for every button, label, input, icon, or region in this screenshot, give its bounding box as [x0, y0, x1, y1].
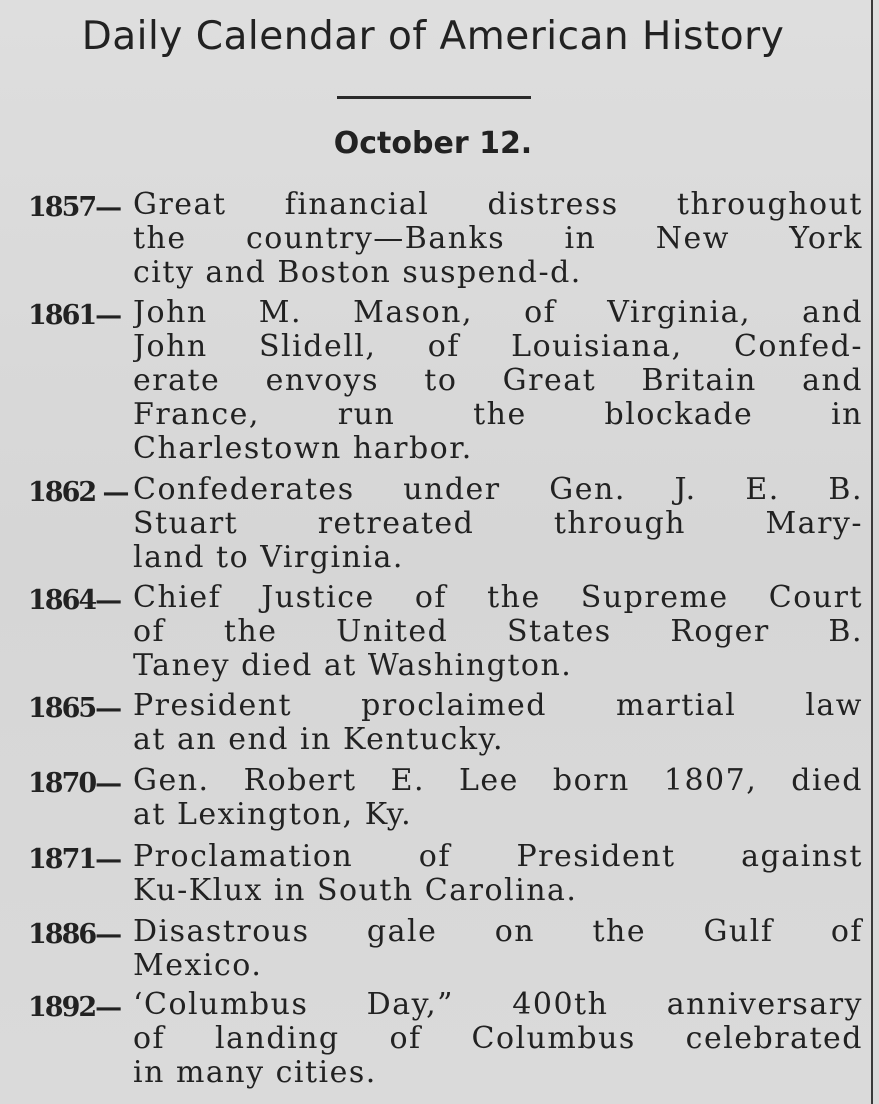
entry-text-line: erate envoys to Great Britain and: [133, 364, 863, 398]
entry-text-line: Proclamation of President against: [133, 840, 863, 874]
entry-text-line: Ku-Klux in South Carolina.: [133, 874, 578, 908]
entry-text-line: Mexico.: [133, 949, 263, 983]
entry-text-line: Confederates under Gen. J. E. B.: [133, 473, 863, 507]
entry-year: 1892—: [28, 992, 121, 1023]
entry-text-line: Great financial distress throughout: [133, 188, 863, 222]
entry-text-line: at Lexington, Ky.: [133, 798, 413, 832]
entry-text-line: city and Boston suspend‐d.: [133, 256, 582, 290]
entry-year: 1871—: [28, 844, 121, 875]
column-rule: [871, 0, 873, 1104]
entry-text-line: John Slidell, of Louisiana, Confed-: [133, 330, 863, 364]
entry-text-line: Disastrous gale on the Gulf of: [133, 915, 863, 949]
entry-year: 1861—: [28, 300, 121, 331]
entry-year: 1864—: [28, 585, 121, 616]
entry-text-line: President proclaimed martial law: [133, 689, 863, 723]
entry-text-line: Taney died at Washington.: [133, 649, 573, 683]
entry-year: 1886—: [28, 919, 121, 950]
entry-text-line: ‘Columbus Day,” 400th anniversary: [133, 988, 863, 1022]
entry-text-line: in many cities.: [133, 1056, 377, 1090]
title-divider: [337, 96, 531, 99]
entry-text-line: Gen. Robert E. Lee born 1807, died: [133, 764, 863, 798]
entry-text-line: France, run the blockade in: [133, 398, 863, 432]
entry-text-line: land to Virginia.: [133, 541, 404, 575]
entry-year: 1862 —: [28, 477, 128, 508]
date-heading: October 12.: [333, 126, 533, 161]
entry-text-line: Chief Justice of the Supreme Court: [133, 581, 863, 615]
entry-text-line: Stuart retreated through Mary-: [133, 507, 863, 541]
entry-text-line: of the United States Roger B.: [133, 615, 863, 649]
entry-text-line: of landing of Columbus celebrated: [133, 1022, 863, 1056]
entry-text-line: at an end in Kentucky.: [133, 723, 505, 757]
entry-text-line: the country—Banks in New York: [133, 222, 863, 256]
entry-year: 1857—: [28, 192, 121, 223]
entry-year: 1865—: [28, 693, 121, 724]
entry-year: 1870—: [28, 768, 121, 799]
entry-text-line: Charlestown harbor.: [133, 432, 473, 466]
entry-text-line: John M. Mason, of Virginia, and: [133, 296, 863, 330]
calendar-title: Daily Calendar of American History: [81, 14, 785, 59]
